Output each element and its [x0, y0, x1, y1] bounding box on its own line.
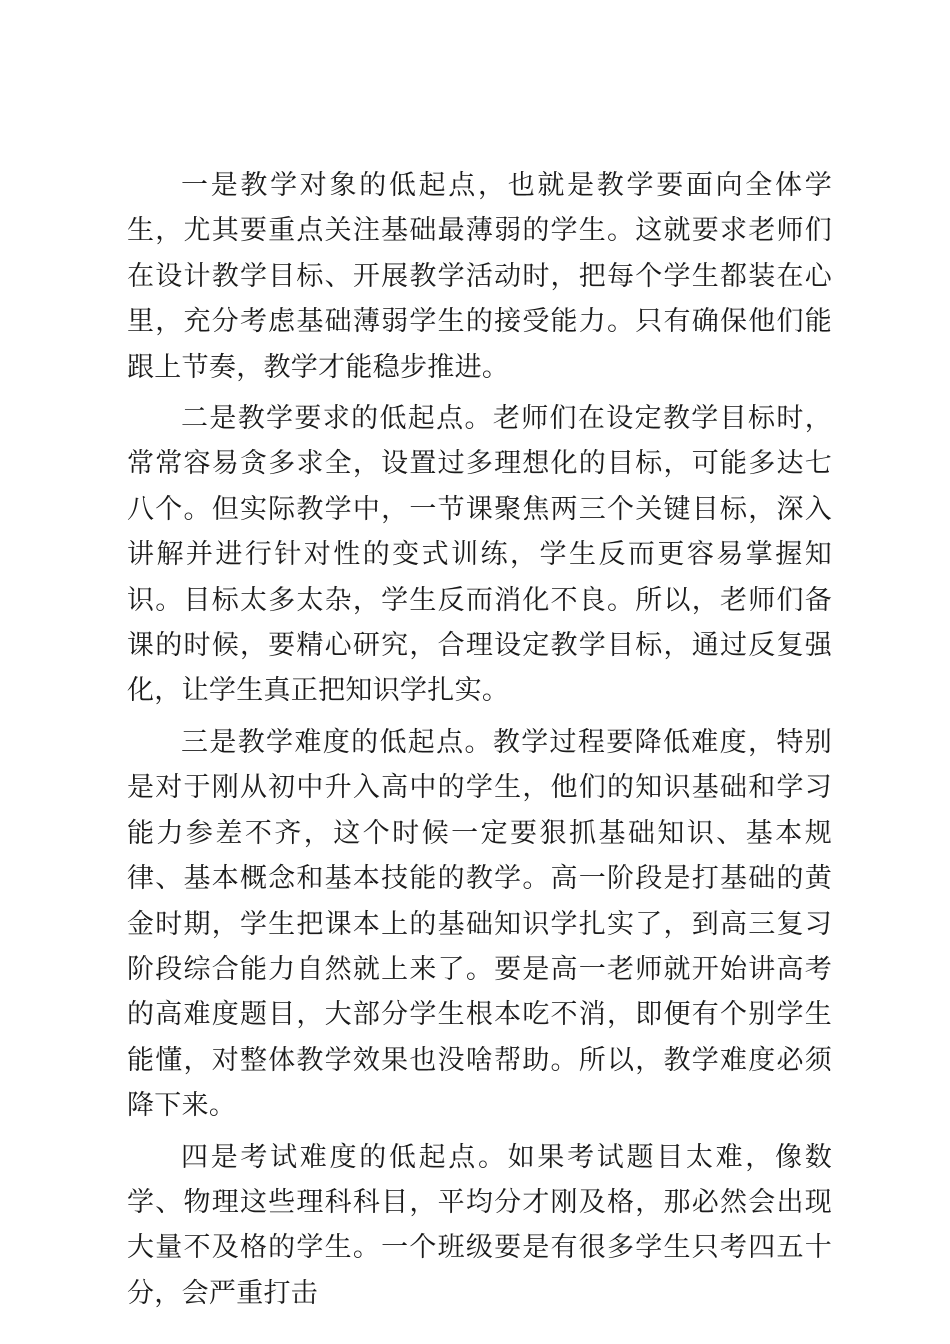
paragraph-2: 二是教学要求的低起点。老师们在设定教学目标时，常常容易贪多求全，设置过多理想化的目标，可能多达七八个。但实际教学中，一节课聚焦两三个关键目标，深入讲解并进行针对性的变式训练，学生反而更容易掌握知识。目标太多太杂，学生反而消化不良。所以，老师们备课的时候，要精心研究，合理设定教学目标，通过反复强化，让学生真正把知识学扎实。	[127, 403, 832, 707]
paragraph-1: 一是教学对象的低起点，也就是教学要面向全体学生，尤其要重点关注基础最薄弱的学生。这就要求老师们在设计教学目标、开展教学活动时，把每个学生都装在心里，充分考虑基础薄弱学生的接受能力。只有确保他们能跟上节奏，教学才能稳步推进。	[127, 170, 832, 383]
document-body	[127, 163, 832, 1322]
paragraph-4: 四是考试难度的低起点。如果考试题目太难，像数学、物理这些理科科目，平均分才刚及格，那必然会出现大量不及格的学生。一个班级要是有很多学生只考四五十分，会严重打击	[127, 1141, 832, 1309]
paragraph-3: 三是教学难度的低起点。教学过程要降低难度，特别是对于刚从初中升入高中的学生，他们的知识基础和学习能力参差不齐，这个时候一定要狠抓基础知识、基本规律、基本概念和基本技能的教学。高一阶段是打基础的黄金时期，学生把课本上的基础知识学扎实了，到高三复习阶段综合能力自然就上来了。要是高一老师就开始讲高考的高难度题目，大部分学生根本吃不消，即便有个别学生能懂，对整体教学效果也没啥帮助。所以，教学难度必须降下来。	[127, 726, 832, 1122]
